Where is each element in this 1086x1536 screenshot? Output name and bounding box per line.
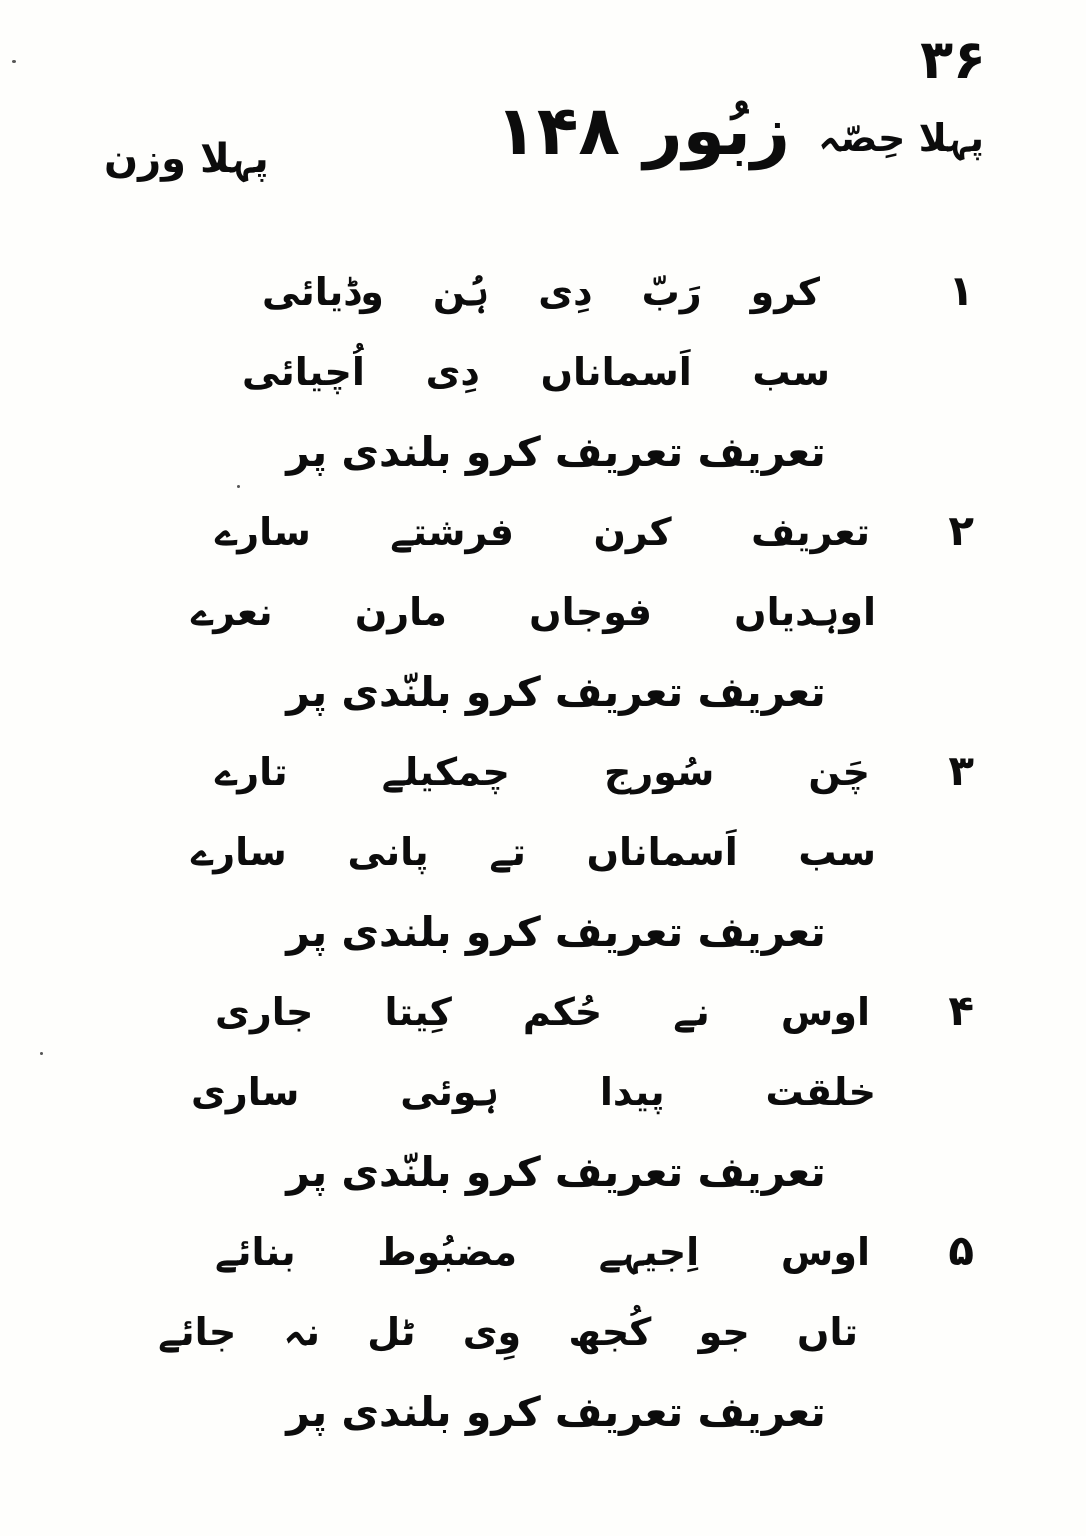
verse-word: سب [798,830,876,874]
refrain-text: تعریف تعریف کرو بلندی پر [286,908,826,956]
verse-word: فرشتے [390,510,514,554]
verse-word: فوجاں [529,590,652,634]
verse-line [0,572,1086,652]
verse-line [0,732,1086,812]
verse-word: ساری [191,1070,300,1114]
verse-word: کِیتا [384,990,452,1034]
verse-stanza [0,1212,1086,1452]
verse-word: چَن [808,750,870,794]
verse-stanza [0,252,1086,492]
verse-stanza [0,732,1086,972]
verse-word: سارے [215,510,311,554]
verse-word: اوس [780,990,870,1034]
refrain-text: تعریف تعریف کرو بلنّدی پر [286,668,826,716]
verse-word: دِی [425,350,480,394]
refrain-row [0,892,1086,972]
verse-line-words [191,572,876,652]
refrain-text: تعریف تعریف کرو بلندی پر [286,428,826,476]
verse-word: اَسماناں [540,350,692,394]
refrain-text: تعریف تعریف کرو بلندی پر [286,1388,826,1436]
verse-line-words [215,732,870,812]
verse-word: چمکیلے [381,750,510,794]
verse-word: مارن [354,590,447,634]
verse-word: وِی [462,1310,522,1354]
verse-line-words [191,1052,876,1132]
verse-word: پیدا [599,1070,665,1114]
verse-word: تعریف [751,510,870,554]
verse-word: ٹل [367,1310,416,1354]
verse-number: ۳ [948,746,974,795]
verse-line-words [242,332,830,412]
verse-line [0,812,1086,892]
scan-speck [40,1052,43,1055]
verse-number: ۲ [948,506,974,555]
verse-number: ۵ [948,1226,974,1275]
scan-speck [237,485,240,488]
verse-word: جائے [158,1310,237,1354]
verse-line [0,1052,1086,1132]
refrain-row [0,1132,1086,1212]
refrain-row [0,1372,1086,1452]
verse-word: تاں [797,1310,858,1354]
verse-line-words [158,1292,858,1372]
verse-word: رَبّ [641,270,702,314]
verse-number: ۴ [948,986,974,1035]
page-number: ۳۶ [920,28,986,91]
verse-line [0,492,1086,572]
verse-word: تے [489,830,526,874]
verse-word: مضبُوط [377,1230,518,1274]
verse-word: بنائے [215,1230,296,1274]
verse-word: کرن [593,510,672,554]
verse-word: وڈیائی [262,270,384,314]
verse-word: نہ [283,1310,321,1354]
verse-line-words [215,1212,870,1292]
verse-line [0,972,1086,1052]
verse-word: سُورج [603,750,715,794]
verse-word: خلقت [765,1070,876,1114]
verse-stanza [0,972,1086,1212]
verse-line [0,1292,1086,1372]
verse-word: سب [752,350,830,394]
verse-word: اوہدیاں [734,590,876,634]
verse-word: دِی [538,270,593,314]
verse-word: سارے [191,830,287,874]
verse-word: ہوئی [400,1070,500,1114]
verse-word: تارے [215,750,288,794]
verses [0,252,1086,1452]
page-title: زبُور ۱۴۸ [495,92,790,171]
verse-word: اِجیہے [598,1230,700,1274]
verse-word: اُچیائی [242,350,365,394]
verse-word: اَسماناں [586,830,738,874]
verse-number: ۱ [948,266,974,315]
verse-line [0,252,1086,332]
verse-word: حُکم [522,990,603,1034]
verse-line-words [191,812,876,892]
refrain-row [0,412,1086,492]
verse-stanza [0,492,1086,732]
verse-word: نعرے [191,590,273,634]
refrain-row [0,652,1086,732]
refrain-text: تعریف تعریف کرو بلنّدی پر [286,1148,826,1196]
verse-line-words [215,492,870,572]
verse-word: کُجھ [568,1310,652,1354]
verse-line-words [215,972,870,1052]
header-meter-label: پہلا وزن [104,136,269,182]
verse-line-words [262,252,820,332]
verse-word: جاری [215,990,314,1034]
verse-word: جو [698,1310,750,1354]
verse-word: ہُن [432,270,490,314]
verse-line [0,1212,1086,1292]
header-section-label: پہلا حِصّہ [818,116,984,160]
verse-word: کرو [750,270,820,314]
verse-word: پانی [347,830,429,874]
verse-word: اوس [780,1230,870,1274]
verse-line [0,332,1086,412]
scan-speck [12,60,16,63]
verse-word: نے [673,990,710,1034]
